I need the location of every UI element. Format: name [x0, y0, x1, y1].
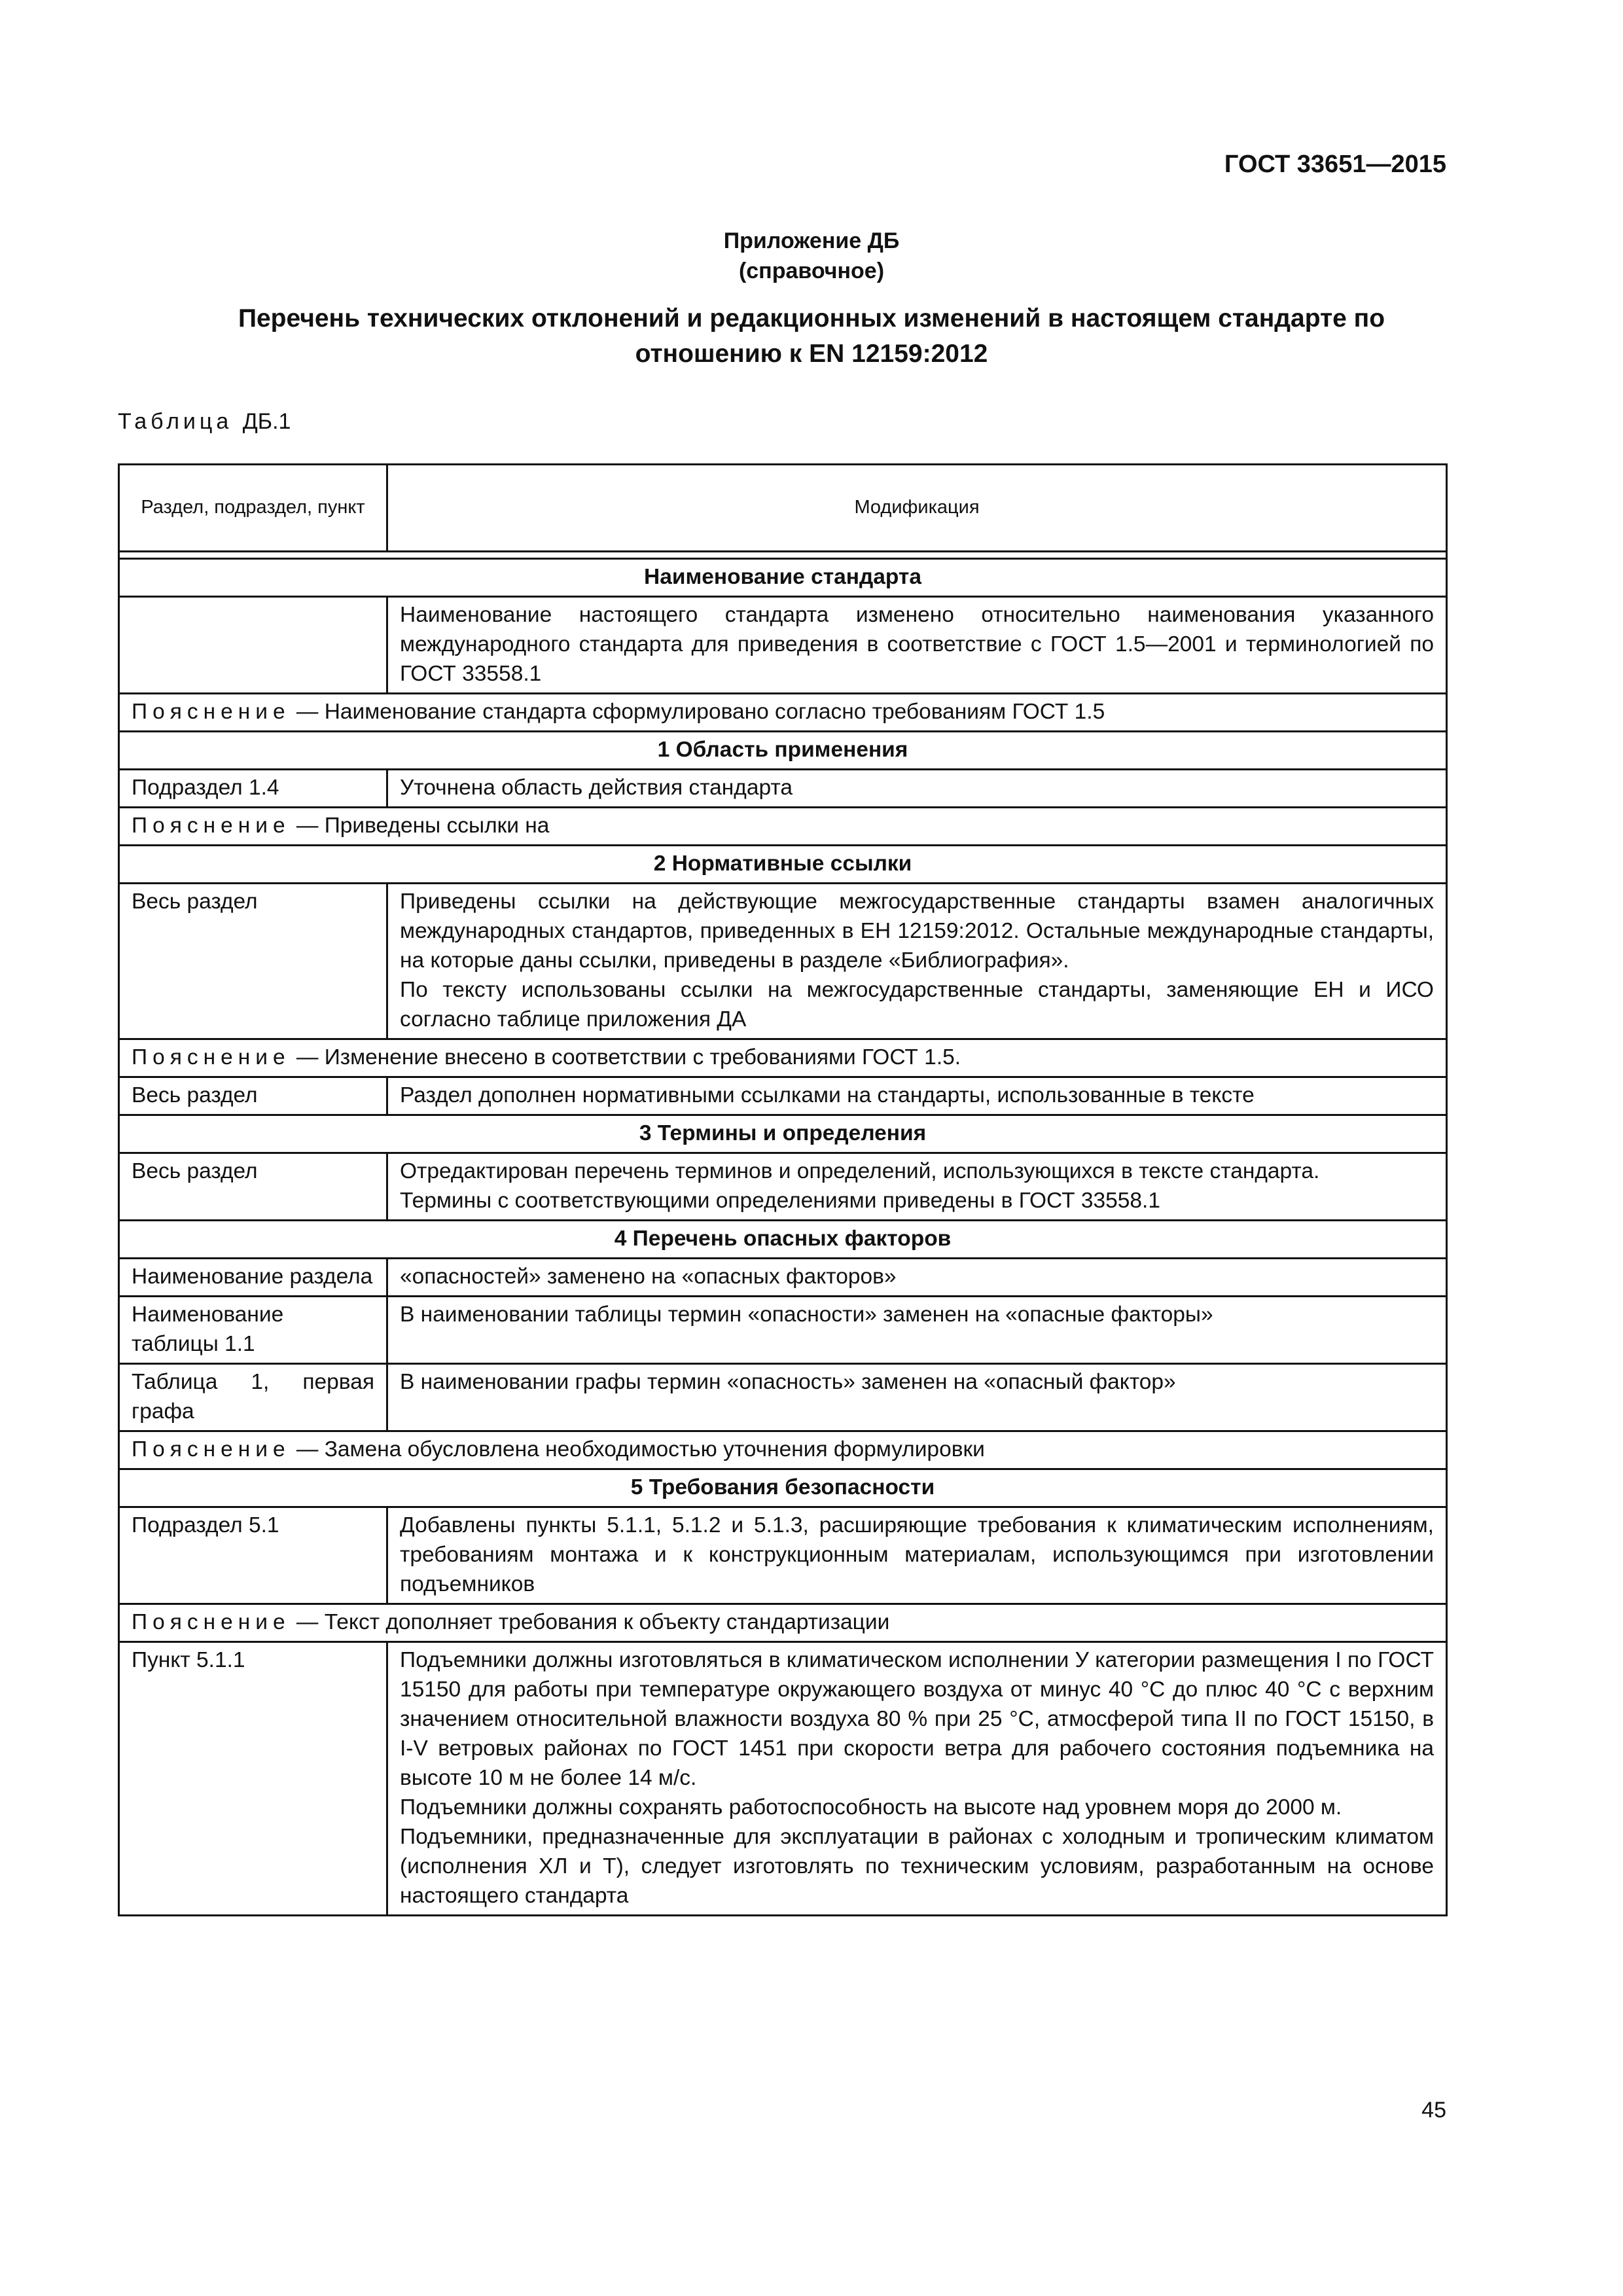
note-cell [119, 808, 1447, 846]
section-heading-row [119, 1221, 1447, 1259]
table-row [119, 1259, 1447, 1297]
modification-text [387, 1153, 1447, 1221]
note-text: — Приведены ссылки на [290, 814, 550, 838]
section-heading-row [119, 846, 1447, 884]
section-reference: Таблица 1, первая графа [119, 1364, 387, 1431]
appendix-heading [0, 226, 1623, 286]
section-reference: Подраздел 1.4 [119, 770, 387, 808]
modifications-table [118, 463, 1448, 1916]
modification-paragraph: Отредактирован перечень терминов и определений, использующихся в тексте стандарта. [400, 1159, 1320, 1183]
note-row [119, 694, 1447, 732]
modification-text [387, 884, 1447, 1039]
section-heading-row [119, 732, 1447, 770]
section-heading: 4 Перечень опасных факторов [119, 1221, 1447, 1259]
table-row [119, 1077, 1447, 1115]
table-row [119, 597, 1447, 694]
modification-paragraph: Приведены ссылки на действующие межгосударственные стандарты взамен аналогичных международных стандартов, приведенных в ЕН 12159:2012. Остальные международные стандарты, на которые даны ссылки, приведены в разделе «Библиография». [400, 889, 1434, 973]
table-row [119, 770, 1447, 808]
note-text: — Текст дополняет требования к объекту стандартизации [290, 1610, 890, 1634]
modification-text [387, 597, 1447, 694]
table-body [119, 552, 1447, 1916]
note-cell [119, 1039, 1447, 1077]
note-row [119, 808, 1447, 846]
note-text: — Изменение внесено в соответствии с требованиями ГОСТ 1.5. [290, 1045, 961, 1069]
modification-paragraph: Термины с соответствующими определениями приведены в ГОСТ 33558.1 [400, 1189, 1160, 1213]
modification-text [387, 770, 1447, 808]
section-heading: 3 Термины и определения [119, 1115, 1447, 1153]
table-caption [118, 409, 291, 435]
note-text: — Замена обусловлена необходимостью уточнения формулировки [290, 1437, 985, 1462]
table-row [119, 1297, 1447, 1364]
table-header-row [119, 465, 1447, 552]
section-reference: Весь раздел [119, 1077, 387, 1115]
note-label: Пояснение [132, 700, 291, 724]
section-reference: Весь раздел [119, 884, 387, 1039]
document-code: ГОСТ 33651—2015 [1224, 151, 1446, 178]
note-cell [119, 1604, 1447, 1642]
note-label: Пояснение [132, 1437, 291, 1462]
table-row [119, 1642, 1447, 1916]
section-heading-row [119, 1469, 1447, 1507]
page-number: 45 [1421, 2098, 1446, 2123]
header-separator-row [119, 552, 1447, 559]
table-caption-number: ДБ.1 [242, 409, 291, 434]
section-reference: Весь раздел [119, 1153, 387, 1221]
note-row [119, 1604, 1447, 1642]
section-heading: 5 Требования безопасности [119, 1469, 1447, 1507]
modification-paragraph: Уточнена область действия стандарта [400, 776, 793, 800]
note-label: Пояснение [132, 1610, 291, 1634]
appendix-title-line-1: Перечень технических отклонений и редакционных изменений в настоящем стандарте по [238, 304, 1385, 332]
section-heading: 1 Область применения [119, 732, 1447, 770]
modification-text [387, 1507, 1447, 1604]
section-heading: Наименование стандарта [119, 559, 1447, 597]
modification-paragraph: В наименовании таблицы термин «опасности» заменен на «опасные факторы» [400, 1302, 1213, 1327]
table-row [119, 1507, 1447, 1604]
appendix-label: Приложение ДБ [723, 228, 900, 253]
modification-paragraph: Подъемники должны сохранять работоспособность на высоте над уровнем моря до 2000 м. [400, 1795, 1342, 1820]
section-heading-row [119, 1115, 1447, 1153]
section-reference: Наименование таблицы 1.1 [119, 1297, 387, 1364]
modification-text [387, 1077, 1447, 1115]
table-caption-label: Таблица [118, 409, 233, 434]
section-reference [119, 597, 387, 694]
modification-paragraph: Раздел дополнен нормативными ссылками на стандарты, использованные в тексте [400, 1083, 1255, 1107]
note-row [119, 1039, 1447, 1077]
modification-text [387, 1642, 1447, 1916]
note-label: Пояснение [132, 814, 291, 838]
modification-paragraph: Подъемники должны изготовляться в климатическом исполнении У категории размещения I по ГОСТ 15150 для работы при температуре окружающего воздуха от минус 40 °С до плюс 40 °С с верхним значением относительной влажности воздуха 80 % при 25 °С, атмосферой типа II по ГОСТ 15150, в I-V ветровых районах по ГОСТ 1451 при скорости ветра для рабочего состояния подъемника на высоте 10 м не более 14 м/с. [400, 1648, 1434, 1790]
modification-paragraph: В наименовании графы термин «опасность» заменен на «опасный фактор» [400, 1370, 1176, 1394]
section-heading-row [119, 559, 1447, 597]
section-reference: Наименование раздела [119, 1259, 387, 1297]
modification-paragraph: Подъемники, предназначенные для эксплуатации в районах с холодным и тропическим климатом (исполнения ХЛ и Т), следует изготовлять по техническим условиям, разработанным на основе настоящего стандарта [400, 1825, 1434, 1908]
appendix-title-line-2: отношению к EN 12159:2012 [635, 340, 988, 368]
column-header-section: Раздел, подраздел, пункт [119, 465, 387, 552]
note-cell [119, 1431, 1447, 1469]
note-row [119, 1431, 1447, 1469]
modification-paragraph: «опасностей» заменено на «опасных факторов» [400, 1265, 897, 1289]
note-label: Пояснение [132, 1045, 291, 1069]
section-reference: Пункт 5.1.1 [119, 1642, 387, 1916]
note-text: — Наименование стандарта сформулировано согласно требованиям ГОСТ 1.5 [290, 700, 1105, 724]
section-heading: 2 Нормативные ссылки [119, 846, 1447, 884]
modification-text [387, 1259, 1447, 1297]
modification-text [387, 1297, 1447, 1364]
column-header-modification: Модификация [387, 465, 1447, 552]
appendix-title [118, 301, 1505, 372]
appendix-kind: (справочное) [738, 259, 885, 283]
modification-text [387, 1364, 1447, 1431]
modification-paragraph: По тексту использованы ссылки на межгосударственные стандарты, заменяющие ЕН и ИСО согласно таблице приложения ДА [400, 978, 1434, 1031]
note-cell [119, 694, 1447, 732]
section-reference: Подраздел 5.1 [119, 1507, 387, 1604]
table-row [119, 884, 1447, 1039]
modification-paragraph: Наименование настоящего стандарта изменено относительно наименования указанного международного стандарта для приведения в соответствие с ГОСТ 1.5—2001 и терминологией по ГОСТ 33558.1 [400, 603, 1434, 686]
modification-paragraph: Добавлены пункты 5.1.1, 5.1.2 и 5.1.3, расширяющие требования к климатическим исполнениям, требованиям монтажа и к конструкционным материалам, использующимся при изготовлении подъемников [400, 1513, 1434, 1596]
table-row [119, 1364, 1447, 1431]
table-row [119, 1153, 1447, 1221]
